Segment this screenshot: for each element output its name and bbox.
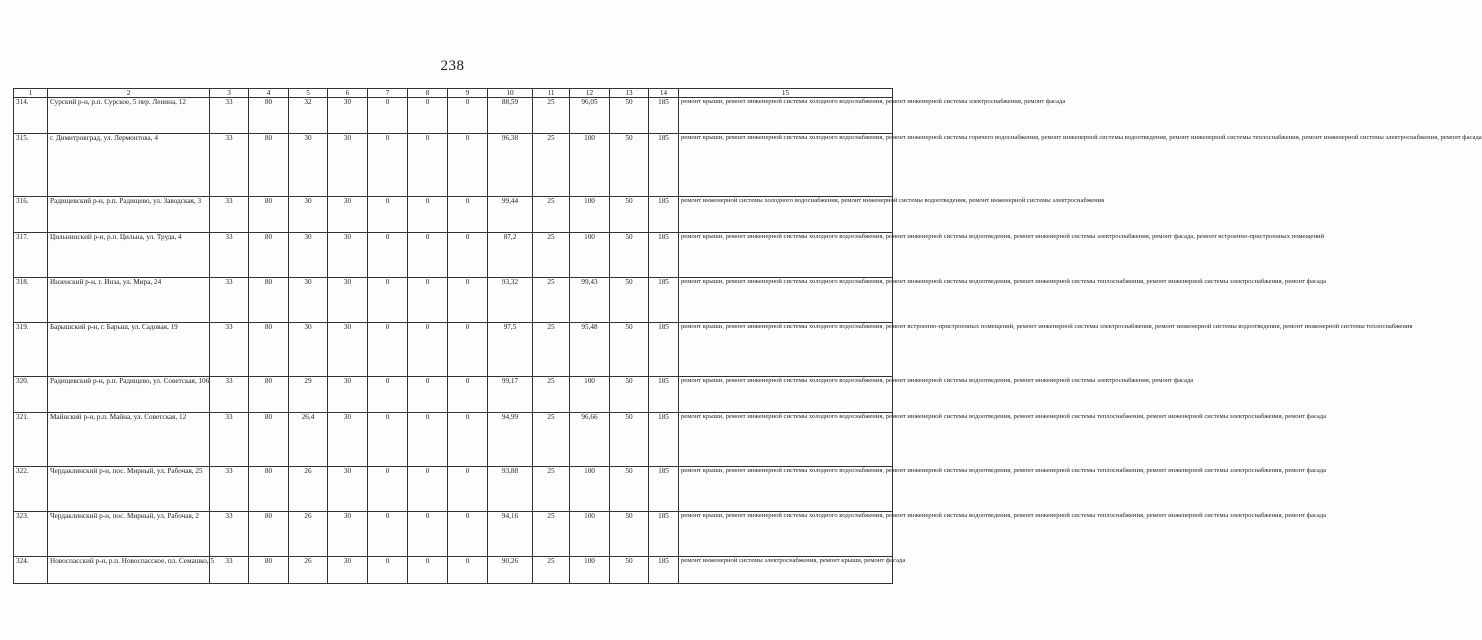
value-cell: 29	[289, 377, 328, 413]
value-cell: 185	[649, 557, 679, 584]
works-cell: ремонт крыши, ремонт инженерной системы холодного водоснабжения, ремонт инженерной системы водоотведения, ремонт инженерной системы теплоснабжения, ремонт инженерной системы электроснабжения, ремонт фасада	[679, 278, 893, 323]
works-cell: ремонт крыши, ремонт инженерной системы холодного водоснабжения, ремонт инженерной системы горячего водоснабжения, ремонт инженерной системы водоотведения, ремонт инженерной системы теплоснабжения, ремонт инженерной системы электроснабжения, ремонт фасада	[679, 134, 893, 197]
value-cell: 87,2	[488, 233, 533, 278]
value-cell: 25	[533, 377, 570, 413]
value-cell: 100	[570, 197, 610, 233]
value-cell: 94,99	[488, 413, 533, 467]
row-number: 323.	[14, 512, 48, 557]
value-cell: 80	[249, 323, 289, 377]
value-cell: 0	[408, 134, 448, 197]
address-cell: Радищевский р-н, р.п. Радищево, ул. Советская, 106	[48, 377, 210, 413]
column-number: 5	[289, 89, 328, 98]
value-cell: 100	[570, 233, 610, 278]
value-cell: 50	[610, 197, 649, 233]
value-cell: 0	[368, 233, 408, 278]
value-cell: 97,5	[488, 323, 533, 377]
value-cell: 80	[249, 377, 289, 413]
column-number: 13	[610, 89, 649, 98]
row-number: 316.	[14, 197, 48, 233]
value-cell: 0	[408, 278, 448, 323]
value-cell: 100	[570, 467, 610, 512]
value-cell: 99,44	[488, 197, 533, 233]
value-cell: 80	[249, 413, 289, 467]
row-number: 317.	[14, 233, 48, 278]
value-cell: 30	[328, 557, 368, 584]
value-cell: 80	[249, 557, 289, 584]
value-cell: 80	[249, 197, 289, 233]
value-cell: 50	[610, 467, 649, 512]
value-cell: 0	[408, 557, 448, 584]
value-cell: 185	[649, 98, 679, 134]
page-number: 238	[440, 58, 465, 74]
table-row	[14, 278, 893, 323]
value-cell: 0	[408, 323, 448, 377]
value-cell: 80	[249, 278, 289, 323]
value-cell: 94,16	[488, 512, 533, 557]
row-number: 321.	[14, 413, 48, 467]
value-cell: 185	[649, 134, 679, 197]
value-cell: 93,88	[488, 467, 533, 512]
value-cell: 95,48	[570, 323, 610, 377]
value-cell: 0	[368, 197, 408, 233]
value-cell: 0	[448, 233, 488, 278]
value-cell: 0	[368, 323, 408, 377]
address-cell: Радищевский р-н, р.п. Радищево, ул. Заводская, 3	[48, 197, 210, 233]
works-cell: ремонт крыши, ремонт инженерной системы холодного водоснабжения, ремонт встроенно-пристроенных помещений, ремонт инженерной системы электроснабжения, ремонт инженерной системы водоотведения, ремонт инженерной системы теплоснабжения	[679, 323, 893, 377]
value-cell: 185	[649, 377, 679, 413]
value-cell: 30	[328, 134, 368, 197]
row-number: 314.	[14, 98, 48, 134]
repair-program-table	[13, 88, 1482, 584]
value-cell: 30	[328, 512, 368, 557]
value-cell: 30	[289, 323, 328, 377]
value-cell: 50	[610, 278, 649, 323]
value-cell: 25	[533, 98, 570, 134]
value-cell: 26	[289, 557, 328, 584]
value-cell: 0	[448, 323, 488, 377]
value-cell: 96,05	[570, 98, 610, 134]
works-cell: ремонт крыши, ремонт инженерной системы холодного водоснабжения, ремонт инженерной системы водоотведения, ремонт инженерной системы теплоснабжения, ремонт инженерной системы электроснабжения, ремонт фасада	[679, 413, 893, 467]
row-number: 324.	[14, 557, 48, 584]
value-cell: 185	[649, 467, 679, 512]
value-cell: 185	[649, 197, 679, 233]
value-cell: 26,4	[289, 413, 328, 467]
value-cell: 30	[289, 197, 328, 233]
works-cell: ремонт крыши, ремонт инженерной системы холодного водоснабжения, ремонт инженерной системы водоотведения, ремонт инженерной системы теплоснабжения, ремонт инженерной системы электроснабжения, ремонт фасада	[679, 512, 893, 557]
value-cell: 30	[289, 233, 328, 278]
value-cell: 33	[210, 233, 249, 278]
value-cell: 30	[328, 197, 368, 233]
table-row	[14, 413, 893, 467]
value-cell: 25	[533, 413, 570, 467]
value-cell: 185	[649, 278, 679, 323]
value-cell: 0	[448, 467, 488, 512]
value-cell: 0	[408, 197, 448, 233]
row-number: 322.	[14, 467, 48, 512]
value-cell: 0	[368, 98, 408, 134]
value-cell: 99,43	[570, 278, 610, 323]
value-cell: 33	[210, 467, 249, 512]
value-cell: 0	[448, 134, 488, 197]
value-cell: 96,66	[570, 413, 610, 467]
value-cell: 50	[610, 377, 649, 413]
column-number: 2	[48, 89, 210, 98]
value-cell: 25	[533, 197, 570, 233]
column-number: 14	[649, 89, 679, 98]
address-cell: г. Димитровград, ул. Лермонтова, 4	[48, 134, 210, 197]
value-cell: 0	[408, 98, 448, 134]
value-cell: 33	[210, 413, 249, 467]
value-cell: 50	[610, 557, 649, 584]
address-cell: Цильнинский р-н, р.п. Цильна, ул. Труда, 4	[48, 233, 210, 278]
value-cell: 25	[533, 512, 570, 557]
value-cell: 185	[649, 233, 679, 278]
value-cell: 30	[328, 413, 368, 467]
table-row	[14, 323, 893, 377]
value-cell: 185	[649, 512, 679, 557]
value-cell: 33	[210, 134, 249, 197]
value-cell: 33	[210, 197, 249, 233]
column-number: 6	[328, 89, 368, 98]
value-cell: 100	[570, 512, 610, 557]
works-cell: ремонт крыши, ремонт инженерной системы холодного водоснабжения, ремонт инженерной системы водоотведения, ремонт инженерной системы электроснабжения, ремонт фасада, ремонт встроенно-пристроенных помещений	[679, 233, 893, 278]
value-cell: 50	[610, 413, 649, 467]
value-cell: 33	[210, 557, 249, 584]
value-cell: 50	[610, 233, 649, 278]
works-cell: ремонт крыши, ремонт инженерной системы холодного водоснабжения, ремонт инженерной системы водоотведения, ремонт инженерной системы электроснабжения, ремонт фасада	[679, 377, 893, 413]
table-row	[14, 512, 893, 557]
address-cell: Барышский р-н, г. Барыш, ул. Садовая, 19	[48, 323, 210, 377]
value-cell: 25	[533, 233, 570, 278]
value-cell: 33	[210, 98, 249, 134]
value-cell: 50	[610, 134, 649, 197]
value-cell: 0	[408, 512, 448, 557]
column-number: 12	[570, 89, 610, 98]
value-cell: 33	[210, 512, 249, 557]
column-number: 7	[368, 89, 408, 98]
works-cell: ремонт крыши, ремонт инженерной системы холодного водоснабжения, ремонт инженерной системы электроснабжения, ремонт фасада	[679, 98, 893, 134]
value-cell: 25	[533, 323, 570, 377]
table-row	[14, 197, 893, 233]
value-cell: 30	[328, 377, 368, 413]
value-cell: 0	[368, 377, 408, 413]
value-cell: 100	[570, 134, 610, 197]
value-cell: 0	[368, 134, 408, 197]
address-cell: Сурский р-н, р.п. Сурское, 5 пер. Ленина, 12	[48, 98, 210, 134]
column-number: 8	[408, 89, 448, 98]
column-number: 10	[488, 89, 533, 98]
value-cell: 80	[249, 233, 289, 278]
value-cell: 100	[570, 557, 610, 584]
value-cell: 0	[368, 557, 408, 584]
value-cell: 88,59	[488, 98, 533, 134]
value-cell: 0	[368, 467, 408, 512]
row-number: 315.	[14, 134, 48, 197]
value-cell: 96,38	[488, 134, 533, 197]
value-cell: 80	[249, 134, 289, 197]
address-cell: Чердаклинский р-н, пос. Мирный, ул. Рабочая, 2	[48, 512, 210, 557]
value-cell: 50	[610, 323, 649, 377]
table-row	[14, 98, 893, 134]
value-cell: 90,26	[488, 557, 533, 584]
value-cell: 33	[210, 323, 249, 377]
value-cell: 30	[289, 278, 328, 323]
row-number: 320.	[14, 377, 48, 413]
value-cell: 0	[448, 557, 488, 584]
value-cell: 25	[533, 557, 570, 584]
value-cell: 80	[249, 512, 289, 557]
value-cell: 33	[210, 278, 249, 323]
value-cell: 100	[570, 377, 610, 413]
value-cell: 80	[249, 98, 289, 134]
value-cell: 33	[210, 377, 249, 413]
table-row	[14, 557, 893, 584]
value-cell: 30	[328, 233, 368, 278]
value-cell: 0	[448, 512, 488, 557]
value-cell: 99,17	[488, 377, 533, 413]
works-cell: ремонт инженерной системы электроснабжения, ремонт крыши, ремонт фасада	[679, 557, 893, 584]
value-cell: 0	[448, 377, 488, 413]
value-cell: 0	[448, 413, 488, 467]
value-cell: 0	[408, 377, 448, 413]
value-cell: 30	[328, 98, 368, 134]
works-cell: ремонт крыши, ремонт инженерной системы холодного водоснабжения, ремонт инженерной системы водоотведения, ремонт инженерной системы теплоснабжения, ремонт инженерной системы электроснабжения, ремонт фасада	[679, 467, 893, 512]
value-cell: 30	[328, 323, 368, 377]
value-cell: 0	[408, 233, 448, 278]
value-cell: 0	[408, 467, 448, 512]
value-cell: 30	[289, 134, 328, 197]
value-cell: 50	[610, 512, 649, 557]
value-cell: 0	[368, 413, 408, 467]
column-number: 1	[14, 89, 48, 98]
works-cell: ремонт инженерной системы холодного водоснабжения, ремонт инженерной системы водоотведения, ремонт инженерной системы электроснабжения	[679, 197, 893, 233]
column-number: 3	[210, 89, 249, 98]
value-cell: 185	[649, 323, 679, 377]
address-cell: Чердаклинский р-н, пос. Мирный, ул. Рабочая, 25	[48, 467, 210, 512]
value-cell: 0	[448, 197, 488, 233]
value-cell: 80	[249, 467, 289, 512]
table-row	[14, 233, 893, 278]
value-cell: 0	[368, 278, 408, 323]
table-body	[14, 98, 1482, 584]
value-cell: 25	[533, 278, 570, 323]
table-row	[14, 134, 893, 197]
column-number: 4	[249, 89, 289, 98]
column-number: 11	[533, 89, 570, 98]
table-row	[14, 467, 893, 512]
column-number: 9	[448, 89, 488, 98]
value-cell: 25	[533, 134, 570, 197]
value-cell: 32	[289, 98, 328, 134]
value-cell: 30	[328, 278, 368, 323]
address-cell: Инзенский р-н, г. Инза, ул. Мира, 24	[48, 278, 210, 323]
value-cell: 185	[649, 413, 679, 467]
column-number: 15	[679, 89, 893, 98]
row-number: 318.	[14, 278, 48, 323]
value-cell: 30	[328, 467, 368, 512]
column-number-row	[14, 89, 893, 98]
value-cell: 26	[289, 512, 328, 557]
value-cell: 26	[289, 467, 328, 512]
table-row	[14, 377, 893, 413]
value-cell: 0	[448, 278, 488, 323]
value-cell: 50	[610, 98, 649, 134]
value-cell: 0	[448, 98, 488, 134]
value-cell: 0	[368, 512, 408, 557]
address-cell: Майнский р-н, р.п. Майна, ул. Советская, 12	[48, 413, 210, 467]
address-cell: Новоспасский р-н, р.п. Новоспасское, пл. Семашко, 5	[48, 557, 210, 584]
value-cell: 93,32	[488, 278, 533, 323]
value-cell: 0	[408, 413, 448, 467]
value-cell: 25	[533, 467, 570, 512]
row-number: 319.	[14, 323, 48, 377]
